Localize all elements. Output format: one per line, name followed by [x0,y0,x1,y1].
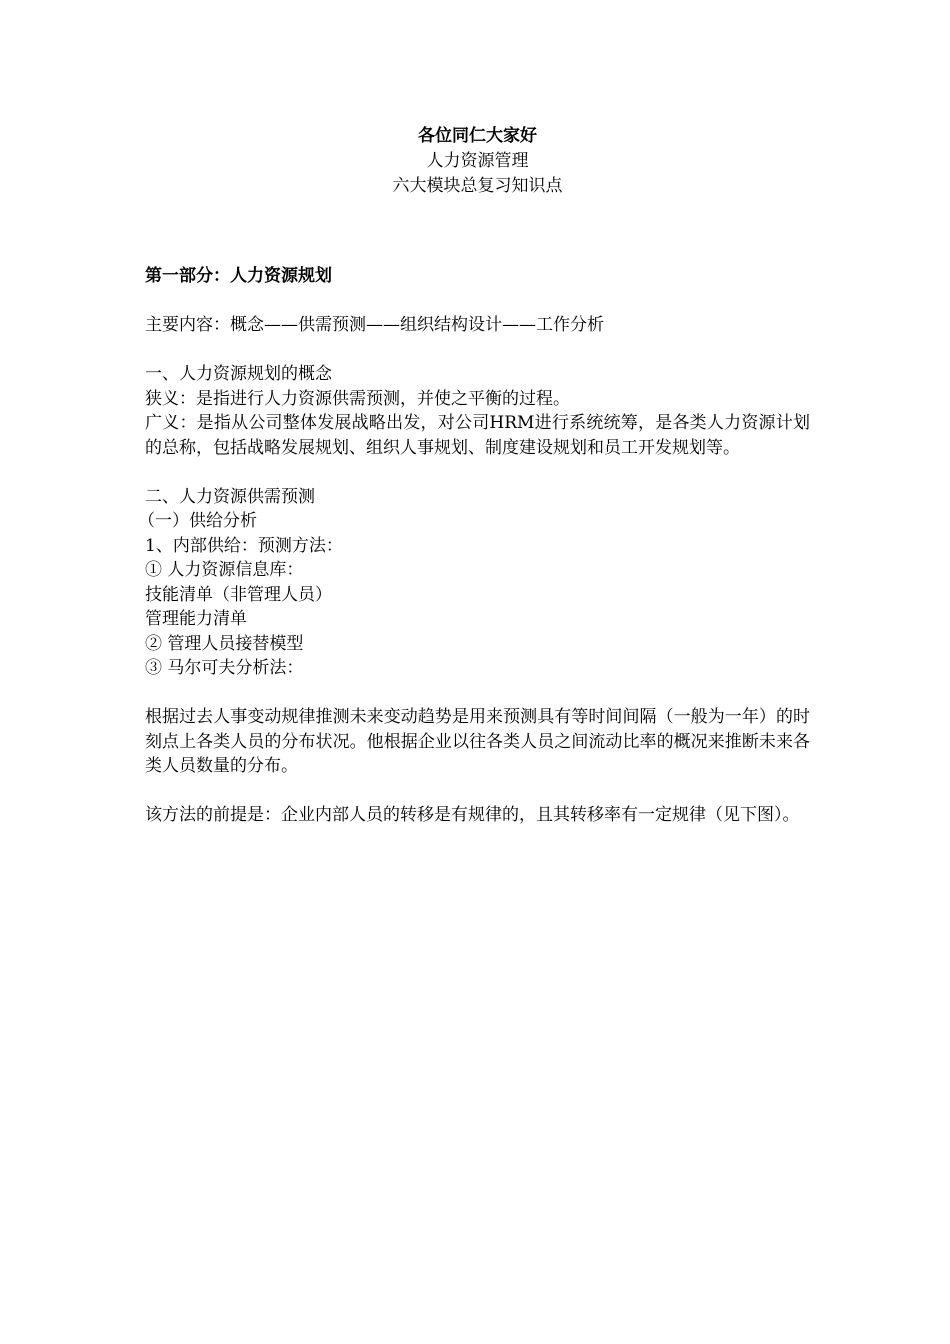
method-hr-database: ① 人力资源信息库： [145,560,304,580]
management-inventory: 管理能力清单 [145,609,247,629]
greeting-title: 各位同仁大家好 [418,126,537,146]
markov-premise: 该方法的前提是：企业内部人员的转移是有规律的，且其转移率有一定规律（见下图）。 [145,805,800,825]
title-block [145,124,810,199]
part1-title: 第一部分：人力资源规划 [145,266,332,286]
method-markov: ③ 马尔可夫分析法： [145,658,304,678]
method-replacement-model: ② 管理人员接替模型 [145,633,304,654]
section2-heading: 二、人力资源供需预测 [145,486,315,507]
internal-supply-item: 1、内部供给：预测方法： [145,535,343,556]
subtitle-six-modules: 六大模块总复习知识点 [392,176,563,196]
supply-analysis-heading: （一）供给分析 [138,511,257,531]
subtitle-hrm: 人力资源管理 [426,151,529,171]
section1-heading: 一、人力资源规划的概念 [145,364,332,384]
part1-main-content: 主要内容：概念——供需预测——组织结构设计——工作分析 [145,315,604,335]
broad-definition: 广义：是指从公司整体发展战略出发，对公司HRM进行系统统筹，是各类人力资源计划的总称，包括战略发展规划、组织人事规划、制度建设规划和员工开发规划等。 [145,413,810,458]
document-page [138,124,810,828]
markov-description: 根据过去人事变动规律推测未来变动趋势是用来预测具有等时间间隔（一般为一年）的时刻点上各类人员的分布状况。他根据企业以往各类人员之间流动比率的概况来推断未来各类人员数量的分布。 [145,707,810,776]
skills-inventory: 技能清单（非管理人员） [145,584,332,605]
narrow-definition: 狭义：是指进行人力资源供需预测，并使之平衡的过程。 [145,388,570,409]
